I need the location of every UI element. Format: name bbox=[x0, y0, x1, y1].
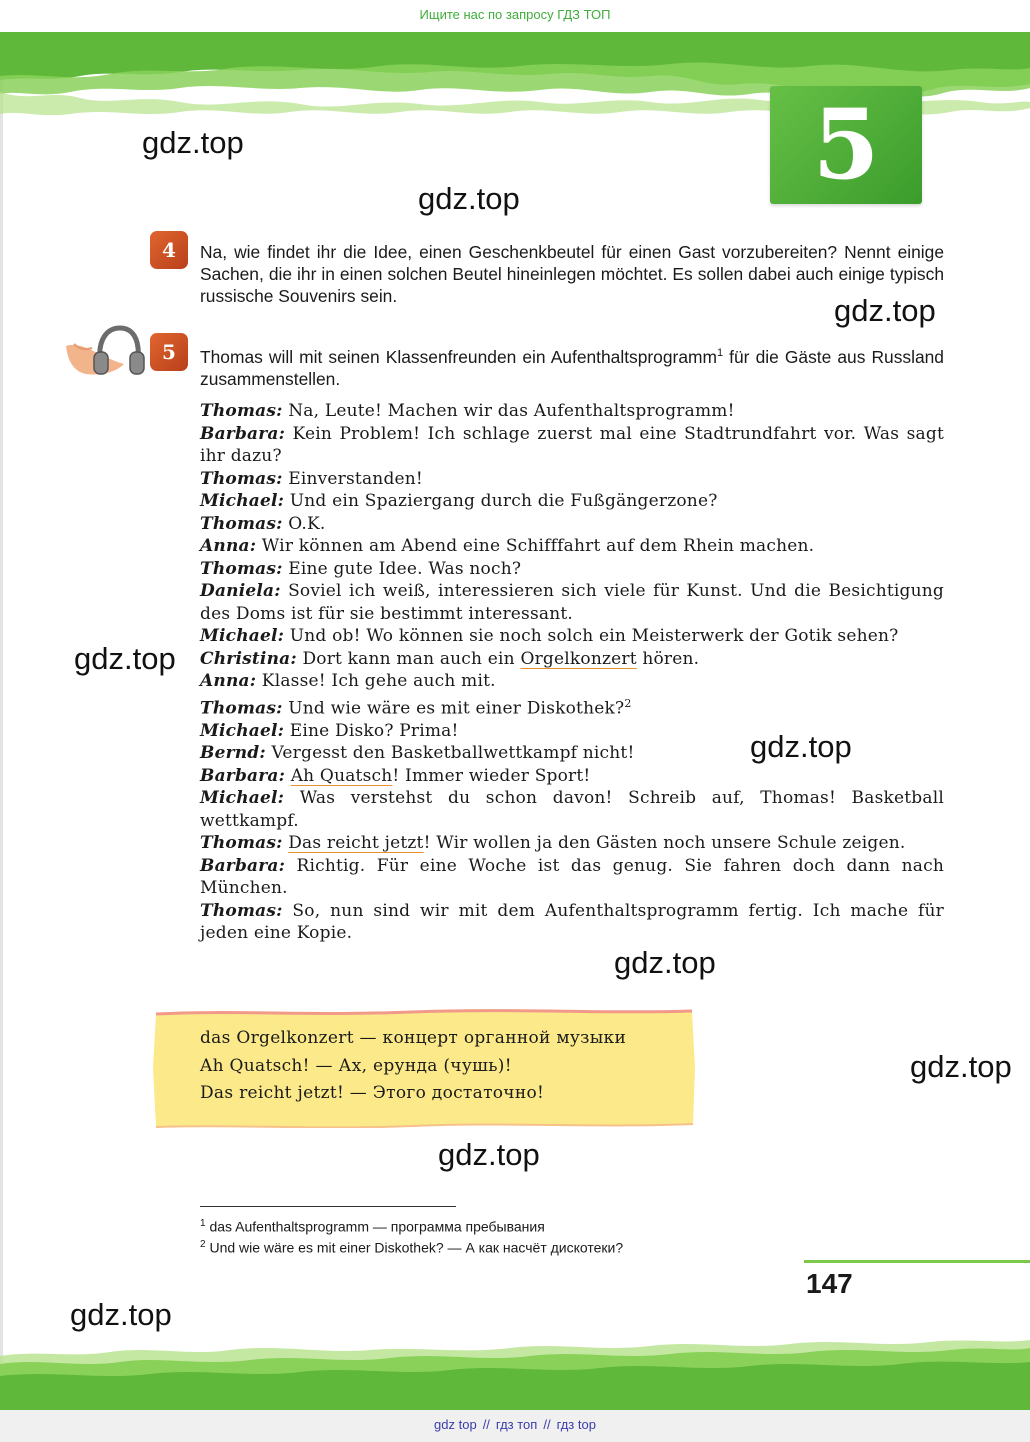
line-text: ! Wir wollen ja den Gästen noch unsere Schule zeigen. bbox=[423, 833, 906, 854]
unit-number-box bbox=[770, 86, 922, 204]
dialogue-line bbox=[200, 400, 944, 423]
footnote bbox=[200, 1215, 623, 1236]
line-text: Klasse! Ich gehe auch mit. bbox=[256, 671, 496, 691]
speaker-name: Michael: bbox=[200, 720, 285, 741]
footnote-ref: 1 bbox=[716, 347, 724, 359]
bottom-links bbox=[0, 1417, 1030, 1432]
watermark-text: gdz.top bbox=[910, 1049, 1012, 1084]
line-text: Kein Problem! Ich schlage zuerst mal eine Stadtrundfahrt vor. Was sagt ihr dazu? bbox=[200, 423, 944, 466]
watermark-text: gdz.top bbox=[74, 641, 176, 676]
speaker-name: Anna: bbox=[200, 536, 257, 556]
dialogue-line bbox=[200, 513, 944, 536]
dialogue-line bbox=[200, 765, 944, 788]
vocabulary-item: das Orgelkonzert — концерт органной музыки bbox=[200, 1028, 627, 1048]
speaker-name: Thomas: bbox=[200, 468, 283, 489]
unit-number: 5 bbox=[812, 88, 880, 201]
footnote-number: 1 bbox=[200, 1218, 206, 1229]
footnote-text: Und wie wäre es mit einer Diskothek? — А как насчёт дискотеки? bbox=[205, 1239, 624, 1256]
line-text: Richtig. Für eine Woche ist das genug. Sie fahren doch dann nach München. bbox=[200, 855, 944, 899]
underlined-phrase: Ah Quatsch bbox=[290, 765, 393, 786]
vocabulary-item: Ah Quatsch! — Ах, ерунда (чушь)! bbox=[200, 1055, 512, 1076]
speaker-name: Barbara: bbox=[200, 423, 286, 444]
footnote-number: 2 bbox=[200, 1238, 206, 1250]
watermark-text: gdz.top bbox=[418, 181, 520, 216]
speaker-name: Michael: bbox=[200, 491, 285, 511]
watermark-text: gdz.top bbox=[70, 1297, 172, 1332]
dialogue-line bbox=[200, 720, 944, 743]
line-text: ! Immer wieder Sport! bbox=[392, 765, 591, 786]
watermark-text: gdz.top bbox=[142, 125, 244, 160]
dialogue-line bbox=[200, 535, 944, 558]
footnote-divider bbox=[200, 1206, 456, 1207]
line-text: O.K. bbox=[282, 513, 326, 534]
speaker-name: Barbara: bbox=[200, 765, 286, 786]
speaker-name: Barbara: bbox=[200, 855, 286, 876]
link-separator: // bbox=[543, 1417, 551, 1432]
watermark-text: gdz.top bbox=[438, 1137, 540, 1172]
line-text: Einverstanden! bbox=[282, 468, 423, 489]
dialogue-line bbox=[200, 670, 944, 693]
task-number-badge: 5 bbox=[150, 333, 188, 371]
footnote bbox=[200, 1236, 623, 1257]
vocabulary-list bbox=[200, 1025, 626, 1108]
dialogue-line bbox=[200, 648, 944, 671]
speaker-name: Bernd: bbox=[200, 743, 266, 764]
dialogue-line bbox=[200, 832, 944, 855]
vocabulary-item: Das reicht jetzt! — Этого достаточно! bbox=[200, 1083, 545, 1103]
line-text: Und wie wäre es mit einer Diskothek? bbox=[282, 698, 625, 719]
bottom-link[interactable]: гдз топ bbox=[495, 1417, 538, 1432]
speaker-name: Thomas: bbox=[200, 513, 283, 534]
task-5-text bbox=[200, 342, 944, 390]
dialogue-line bbox=[200, 787, 944, 832]
watermark-text: gdz.top bbox=[614, 945, 716, 980]
line-text: Eine gute Idee. Was noch? bbox=[282, 558, 522, 579]
page-number: 147 bbox=[806, 1268, 853, 1299]
dialogue-line bbox=[200, 558, 944, 581]
bottom-link[interactable]: gdz top bbox=[434, 1417, 477, 1432]
line-text: Wir können am Abend eine Schifffahrt auf dem Rhein machen. bbox=[256, 536, 815, 556]
speaker-name: Michael: bbox=[200, 788, 285, 809]
speaker-name: Michael: bbox=[200, 626, 285, 646]
top-search-notice[interactable]: Ищите нас по запросу ГДЗ ТОП bbox=[419, 7, 611, 22]
dialogue-line bbox=[200, 468, 944, 491]
task-5-text-before: Thomas will mit seinen Klassenfreunden ein Aufenthaltsprogramm bbox=[200, 346, 717, 367]
watermark-text: gdz.top bbox=[834, 293, 936, 328]
dialogue-line bbox=[200, 625, 944, 648]
dialogue-line bbox=[200, 742, 944, 765]
speaker-name: Thomas: bbox=[200, 698, 283, 719]
task-4-text: Na, wie findet ihr die Idee, einen Geschenkbeutel für einen Gast vorzubereiten? Nennt einige Sachen, die ihr in einen solchen Beutel hineinlegen möchtet. Es sollen dabei auch einige typisch russische Souvenirs sein. bbox=[200, 242, 944, 306]
line-text: So, nun sind wir mit dem Aufenthaltsprogramm fertig. Ich mache für jeden eine Kopie. bbox=[200, 900, 944, 944]
watermark-text: gdz.top bbox=[750, 729, 852, 764]
bottom-link[interactable]: гдз top bbox=[556, 1417, 596, 1432]
dialogue-line bbox=[200, 423, 944, 468]
speaker-name: Anna: bbox=[200, 671, 257, 691]
speaker-name: Daniela: bbox=[200, 581, 281, 601]
line-text: Und ein Spaziergang durch die Fußgängerzone? bbox=[284, 491, 718, 511]
line-text: Dort kann man auch ein bbox=[296, 648, 521, 669]
line-text: Eine Disko? Prima! bbox=[284, 720, 459, 741]
footnote-ref: 2 bbox=[624, 696, 632, 710]
speaker-name: Thomas: bbox=[200, 833, 283, 854]
task-number-badge: 4 bbox=[150, 231, 188, 269]
line-text: Was verstehst du schon davon! Schreib auf, Thomas! Basketball wettkampf. bbox=[200, 788, 944, 831]
dialogue-line bbox=[200, 900, 944, 945]
task-5-text-after: für die Gäste aus Russland zusammenstellen. bbox=[200, 346, 944, 389]
underlined-phrase: Orgelkonzert bbox=[520, 648, 637, 669]
page-number-rule bbox=[804, 1260, 1030, 1263]
line-text: Soviel ich weiß, interessieren sich viele für Kunst. Und die Besichtigung des Doms ist für sie bestimmt interessant. bbox=[200, 581, 944, 624]
dialogue-line bbox=[200, 580, 944, 625]
footer-green-band bbox=[0, 1328, 1030, 1410]
underlined-phrase: Das reicht jetzt bbox=[288, 833, 424, 854]
line-text: Na, Leute! Machen wir das Aufenthaltsprogramm! bbox=[282, 401, 735, 421]
speaker-name: Thomas: bbox=[200, 401, 283, 421]
dialogue-line bbox=[200, 490, 944, 513]
dialogue bbox=[200, 400, 944, 945]
footnote-text: das Aufenthaltsprogramm — программа пребывания bbox=[205, 1218, 545, 1235]
speaker-name: Thomas: bbox=[200, 900, 283, 921]
speaker-name: Christina: bbox=[200, 648, 297, 669]
line-text: hören. bbox=[636, 648, 700, 669]
line-text: Und ob! Wo können sie noch solch ein Meisterwerk der Gotik sehen? bbox=[284, 626, 899, 646]
speaker-name: Thomas: bbox=[200, 558, 283, 579]
link-separator: // bbox=[482, 1417, 490, 1432]
footnotes bbox=[200, 1215, 623, 1256]
dialogue-line bbox=[200, 855, 944, 900]
line-text: Vergesst den Basketballwettkampf nicht! bbox=[265, 743, 635, 764]
dialogue-line bbox=[200, 693, 944, 720]
headphones-icon bbox=[64, 324, 148, 382]
